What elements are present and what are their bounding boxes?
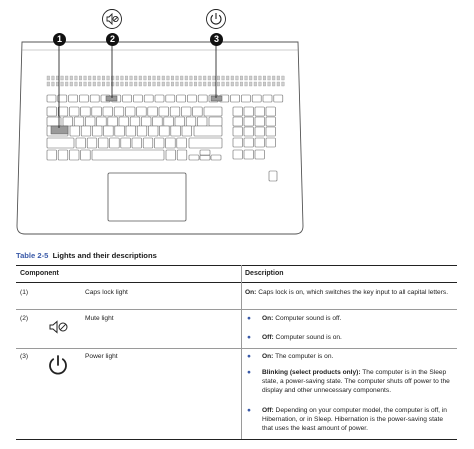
row2-number: (2) [20,315,29,322]
row1-item1-label: On: [245,289,257,296]
keyboard-key [148,107,158,116]
grille-slot [240,82,243,86]
grille-slot [144,76,147,80]
keyboard-key [189,138,222,148]
keyboard-key [166,138,176,148]
grille-slot [208,82,211,86]
grille-slot [153,76,156,80]
keyboard-key [144,95,153,102]
grille-slot [245,76,248,80]
header-bottom-rule [16,282,457,283]
grille-slot [125,76,128,80]
grille-slot [75,76,78,80]
keyboard-key [137,107,147,116]
keyboard-key [123,95,132,102]
keyboard-key [153,117,163,126]
keyboard-key [87,138,97,148]
keyboard-key [125,107,135,116]
grille-slot [226,82,229,86]
mute-light [106,96,117,101]
keyboard-key [266,107,275,116]
grille-slot [240,76,243,80]
keyboard-key [244,138,253,147]
grille-slot [102,82,105,86]
keyboard-key [187,95,196,102]
keyboard-key [233,117,242,126]
keyboard-key [121,138,131,148]
keyboard-key [69,150,79,160]
grille-slot [98,76,101,80]
keyboard-key [85,117,95,126]
keyboard-key [154,138,164,148]
keyboard-key [231,95,240,102]
grille-slot [134,82,137,86]
grille-slot [121,82,124,86]
keyboard-key [194,126,222,136]
keyboard-key [143,138,153,148]
grille-slot [268,82,271,86]
grille-slot [162,82,165,86]
keyboard-key [182,126,192,136]
grille-slot [282,76,285,80]
grille-slot [259,76,262,80]
grille-slot [185,82,188,86]
callout-1: 1 [53,33,66,46]
row3-item3-bullet: ● [247,407,251,414]
keyboard-key [200,150,210,155]
keyboard-key [244,127,253,136]
grille-slot [277,82,280,86]
grille-slot [208,76,211,80]
keyboard-key [255,127,264,136]
grille-slot [70,82,73,86]
table-top-rule [16,265,457,266]
keyboard-key [148,126,158,136]
grille-slot [61,82,64,86]
keyboard-key [160,126,170,136]
keyboard-key [255,150,264,159]
keyboard-key [197,117,207,126]
keyboard-key [103,107,113,116]
keyboard-key [92,150,164,160]
grille-slot [56,76,59,80]
keyboard-key [108,117,118,126]
grille-slot [139,76,142,80]
keyboard-key [266,127,275,136]
keyboard-key [47,107,57,116]
grille-slot [203,76,206,80]
grille-slot [171,82,174,86]
row2-name: Mute light [85,315,114,322]
keyboard-key [81,126,91,136]
grille-slot [84,82,87,86]
row2-item2-bullet: ● [247,334,251,341]
keyboard-key [166,95,175,102]
keyboard-key [74,117,84,126]
keyboard-key [126,126,136,136]
grille-slot [121,76,124,80]
table-bottom-rule [16,439,457,440]
grille-slot [47,82,50,86]
keyboard-key [58,107,68,116]
grille-slot [79,76,82,80]
grille-slot [84,76,87,80]
keyboard-key [263,95,272,102]
grille-slot [139,82,142,86]
power-icon [207,10,226,29]
grille-slot [65,76,68,80]
grille-slot [268,76,271,80]
row3-name: Power light [85,353,118,360]
grille-slot [88,76,91,80]
grille-slot [148,82,151,86]
keyboard-key [104,126,114,136]
grille-slot [272,82,275,86]
mute-icon [49,320,69,334]
grille-slot [226,76,229,80]
keyboard-key [274,95,283,102]
grille-slot [254,82,257,86]
grille-slot [176,76,179,80]
grille-slot [125,82,128,86]
callout-2: 2 [106,33,119,46]
keyboard-key [255,107,264,116]
grille-slot [116,76,119,80]
keyboard-key [175,117,185,126]
grille-slot [199,82,202,86]
row3-item3-label: Off: [262,407,274,414]
keyboard-key [76,138,86,148]
grille-slot [180,76,183,80]
grille-slot [249,76,252,80]
row3-item3 [262,407,450,433]
grille-slot [176,82,179,86]
keyboard-key [92,126,102,136]
keyboard-key [171,126,181,136]
keyboard-key [209,117,222,126]
keyboard-key [130,117,140,126]
keyboard-key [133,95,142,102]
grille-slot [153,82,156,86]
column-divider [241,265,242,440]
row3-item2 [262,369,450,395]
keyboard-key [233,107,242,116]
keyboard-key [47,95,56,102]
grille-slot [93,82,96,86]
lights-table [16,265,457,440]
keyboard-key [252,95,261,102]
keyboard-key [177,138,187,148]
keyboard-key [58,150,68,160]
keyboard-key [255,117,264,126]
keyboard-key [200,156,210,161]
grille-slot [52,82,55,86]
keyboard-key [193,107,203,116]
keyboard-key [69,107,79,116]
grille-slot [217,76,220,80]
grille-slot [263,82,266,86]
power-icon [47,354,69,376]
grille-slot [185,76,188,80]
keyboard-key [69,95,78,102]
row2-item2-label: Off: [262,334,274,341]
grille-slot [236,76,239,80]
grille-slot [162,76,165,80]
caps-lock-light [51,126,68,134]
keyboard-key [255,138,264,147]
grille-slot [130,82,133,86]
grille-slot [231,82,234,86]
grille-slot [171,76,174,80]
grille-slot [130,76,133,80]
mute-icon [103,10,122,29]
keyboard-key [115,126,125,136]
keyboard-key [81,150,91,160]
grille-slot [61,76,64,80]
grille-slot [93,76,96,80]
row1-bottom-rule [16,309,457,310]
keyboard-key [186,117,196,126]
grille-slot [70,76,73,80]
keyboard-key [177,150,187,160]
row2-item1-bullet: ● [247,315,251,322]
keyboard-key [132,138,142,148]
row1-description [245,289,450,298]
keyboard-key [189,155,199,160]
grille-slot [282,82,285,86]
keyboard-key [266,117,275,126]
keyboard-key [244,117,253,126]
grille-slot [203,82,206,86]
fingerprint-reader [269,171,277,181]
row1-name: Caps lock light [85,289,128,296]
grille-slot [47,76,50,80]
row2-item1-text: Computer sound is off. [273,315,342,322]
grille-slot [148,76,151,80]
keyboard-key [47,138,74,148]
row3-item1-bullet: ● [247,353,251,360]
touchpad [108,173,186,221]
grille-slot [144,82,147,86]
keyboard-key [166,150,176,160]
row2-item1-label: On: [262,315,274,322]
row1-item1-text: Caps lock is on, which switches the key input to all capital letters. [256,289,449,296]
grille-slot [56,82,59,86]
keyboard-key [70,126,80,136]
header-component: Component [20,270,59,277]
row2-item2-text: Computer sound is on. [273,334,342,341]
keyboard-key [211,155,221,160]
grille-slot [180,82,183,86]
grille-slot [254,76,257,80]
keyboard-key [63,117,73,126]
callout-3: 3 [210,33,223,46]
keyboard-key [244,107,253,116]
row3-item3-text: Depending on your computer model, the computer is off, in Hibernation, or in Sleep. Hibernation is the power-saving state that uses the least amount of power. [262,407,447,432]
grille-slot [107,76,110,80]
grille-slot [98,82,101,86]
keyboard-key [159,107,169,116]
keyboard-key [164,117,174,126]
grille-slot [217,82,220,86]
keyboard-key [98,138,108,148]
keyboard-key [110,138,120,148]
grille-slot [213,82,216,86]
grille-slot [259,82,262,86]
keyboard-key [204,107,222,116]
grille-slot [190,76,193,80]
keyboard-key [141,117,151,126]
grille-slot [194,76,197,80]
keyboard-key [114,107,124,116]
grille-slot [231,76,234,80]
grille-slot [213,76,216,80]
keyboard-key [177,95,186,102]
keyboard-key [137,126,147,136]
grille-slot [222,82,225,86]
grille-slot [222,76,225,80]
grille-slot [249,82,252,86]
row3-number: (3) [20,353,29,360]
grille-slot [236,82,239,86]
grille-slot [157,76,160,80]
keyboard-key [266,138,275,147]
keyboard-key [244,150,253,159]
table-title: Lights and their descriptions [52,251,157,260]
row3-item1-text: The computer is on. [273,353,334,360]
keyboard-key [81,107,91,116]
row3-item2-bullet: ● [247,369,251,376]
keyboard-key [233,150,242,159]
grille-slot [272,76,275,80]
keyboard-key [198,95,207,102]
row3-item2-text: The computer is in the Sleep state, a power-saving state. The computer shuts off power to the display and other unnecessary components. [262,369,450,394]
header-description: Description [245,270,284,277]
grille-slot [277,76,280,80]
grille-slot [75,82,78,86]
grille-slot [116,82,119,86]
row2-bottom-rule [16,348,457,349]
table-number: Table 2-5 [16,251,49,260]
keyboard-key [181,107,191,116]
row3-item2-label: Blinking (select products only): [262,369,361,376]
grille-slot [102,76,105,80]
keyboard-key [97,117,107,126]
keyboard-key [47,150,57,160]
grille-slot [52,76,55,80]
keyboard-key [170,107,180,116]
keyboard-key [92,107,102,116]
keyboard-key [233,127,242,136]
grille-slot [194,82,197,86]
row1-number: (1) [20,289,29,296]
keyboard-key [241,95,250,102]
grille-slot [167,82,170,86]
row2-item2 [262,334,450,343]
grille-slot [199,76,202,80]
grille-slot [134,76,137,80]
grille-slot [157,82,160,86]
power-light [211,96,222,101]
grille-slot [245,82,248,86]
keyboard-key [155,95,164,102]
keyboard-key [233,138,242,147]
grille-slot [88,82,91,86]
keyboard-key [119,117,129,126]
row3-item1 [262,353,450,362]
table-caption [16,251,157,260]
grille-slot [65,82,68,86]
row3-item1-label: On: [262,353,274,360]
grille-slot [263,76,266,80]
keyboard-key [79,95,88,102]
grille-slot [107,82,110,86]
grille-slot [167,76,170,80]
row2-item1 [262,315,450,324]
grille-slot [79,82,82,86]
keyboard-key [90,95,99,102]
grille-slot [190,82,193,86]
